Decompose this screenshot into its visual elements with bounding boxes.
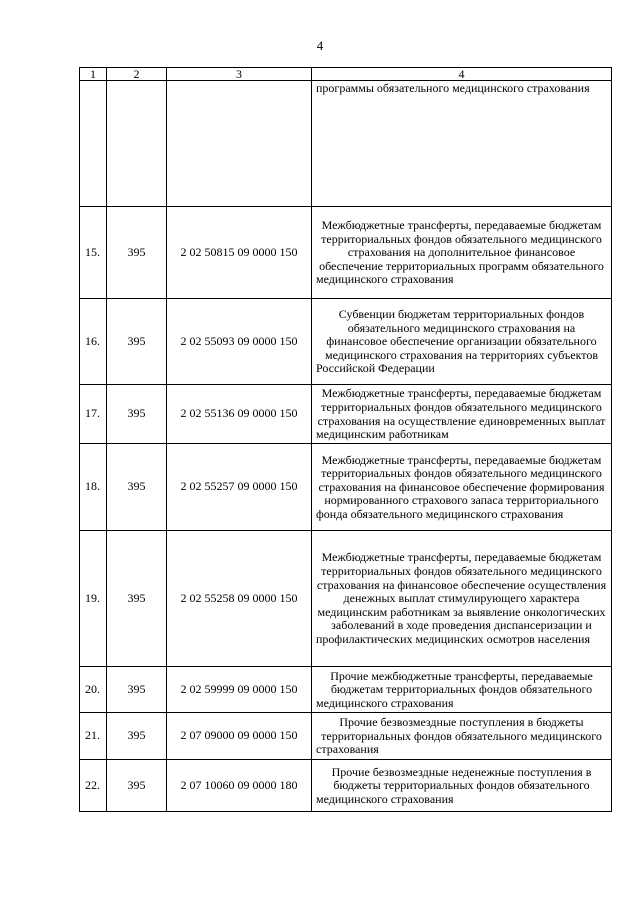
row-number: 22. bbox=[80, 760, 107, 812]
row-description: Межбюджетные трансферты, передаваемые бюджетам территориальных фондов обязательного медицинского страхования на финансовое обеспечение формирования нормированного страхового запаса территориального фонда обязательного медицинского страхования bbox=[312, 444, 612, 531]
admin-code: 395 bbox=[107, 667, 167, 713]
row-description: Субвенции бюджетам территориальных фондов обязательного медицинского страхования на финансовое обеспечение организации обязательного медицинского страхования на территориях субъектов Российской Федерации bbox=[312, 299, 612, 385]
row-description: Межбюджетные трансферты, передаваемые бюджетам территориальных фондов обязательного медицинского страхования на осуществление единовременных выплат медицинским работникам bbox=[312, 385, 612, 444]
row-description: Межбюджетные трансферты, передаваемые бюджетам территориальных фондов обязательного медицинского страхования на финансовое обеспечение осуществления денежных выплат стимулирующего характера медицинским работникам за выявление онкологических заболеваний в ходе проведения диспансеризации и профилактических медицинских осмотров населения bbox=[312, 531, 612, 667]
budget-code: 2 02 59999 09 0000 150 bbox=[167, 667, 312, 713]
table-row bbox=[80, 81, 612, 207]
table-row bbox=[80, 299, 612, 385]
table-row bbox=[80, 207, 612, 299]
table-row bbox=[80, 713, 612, 760]
row-number: 21. bbox=[80, 713, 107, 760]
budget-code: 2 02 55258 09 0000 150 bbox=[167, 531, 312, 667]
budget-code: 2 07 10060 09 0000 180 bbox=[167, 760, 312, 812]
admin-code: 395 bbox=[107, 444, 167, 531]
budget-code: 2 02 55257 09 0000 150 bbox=[167, 444, 312, 531]
revenue-codes-table bbox=[79, 67, 612, 812]
row-number: 18. bbox=[80, 444, 107, 531]
table-row bbox=[80, 667, 612, 713]
column-header: 3 bbox=[167, 68, 312, 81]
column-header: 2 bbox=[107, 68, 167, 81]
row-description: Прочие безвозмездные неденежные поступления в бюджеты территориальных фондов обязательного медицинского страхования bbox=[312, 760, 612, 812]
column-header: 4 bbox=[312, 68, 612, 81]
row-description: Прочие межбюджетные трансферты, передаваемые бюджетам территориальных фондов обязательного медицинского страхования bbox=[312, 667, 612, 713]
admin-code: 395 bbox=[107, 531, 167, 667]
table-row bbox=[80, 385, 612, 444]
row-number: 17. bbox=[80, 385, 107, 444]
admin-code: 395 bbox=[107, 207, 167, 299]
table-row bbox=[80, 760, 612, 812]
budget-code: 2 02 50815 09 0000 150 bbox=[167, 207, 312, 299]
admin-code bbox=[107, 81, 167, 207]
budget-code: 2 02 55136 09 0000 150 bbox=[167, 385, 312, 444]
admin-code: 395 bbox=[107, 713, 167, 760]
row-number bbox=[80, 81, 107, 207]
row-number: 15. bbox=[80, 207, 107, 299]
row-number: 20. bbox=[80, 667, 107, 713]
row-description: программы обязательного медицинского страхования bbox=[312, 81, 612, 207]
admin-code: 395 bbox=[107, 385, 167, 444]
table-row bbox=[80, 444, 612, 531]
table-header-row bbox=[80, 68, 612, 81]
table-row bbox=[80, 531, 612, 667]
row-number: 16. bbox=[80, 299, 107, 385]
row-description: Межбюджетные трансферты, передаваемые бюджетам территориальных фондов обязательного медицинского страхования на дополнительное финансовое обеспечение территориальных программ обязательного медицинского страхования bbox=[312, 207, 612, 299]
budget-code: 2 07 09000 09 0000 150 bbox=[167, 713, 312, 760]
row-description: Прочие безвозмездные поступления в бюджеты территориальных фондов обязательного медицинского страхования bbox=[312, 713, 612, 760]
page-number: 4 bbox=[316, 38, 324, 53]
admin-code: 395 bbox=[107, 760, 167, 812]
row-number: 19. bbox=[80, 531, 107, 667]
admin-code: 395 bbox=[107, 299, 167, 385]
column-header: 1 bbox=[80, 68, 107, 81]
budget-code bbox=[167, 81, 312, 207]
budget-code: 2 02 55093 09 0000 150 bbox=[167, 299, 312, 385]
